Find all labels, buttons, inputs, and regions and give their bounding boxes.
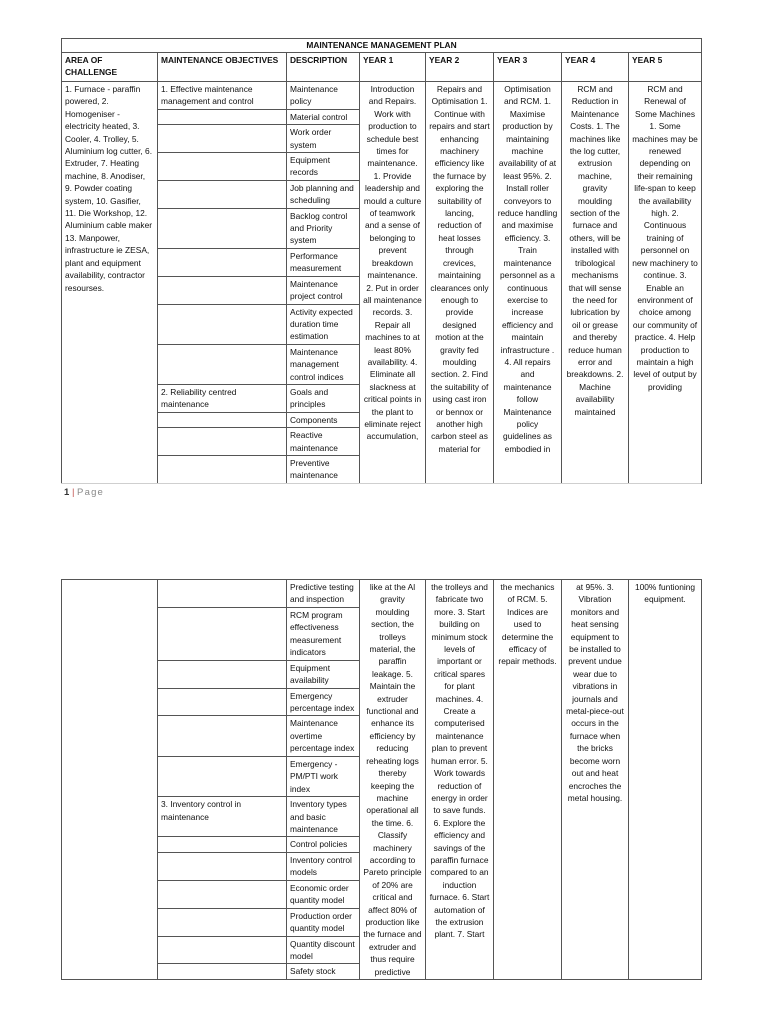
objective-cell bbox=[158, 837, 287, 852]
objective-cell bbox=[158, 880, 287, 908]
header-year-5: YEAR 5 bbox=[629, 53, 702, 82]
objective-cell bbox=[158, 964, 287, 980]
objective-cell bbox=[158, 344, 287, 384]
objective-cell bbox=[158, 180, 287, 208]
year-2-cell: the trolleys and fabricate two more. 3. Start building on minimum stock levels of important or critical spares for plant machines. 4. Create a computerised maintenance plan to prevent human error. 5. Work towards reduction of energy in order to save funds. 6. Explore the efficiency and savings of the paraffin furnace compared to an induction furnace. 6. Start automation of the extrusion plant. 7. Start bbox=[426, 580, 494, 980]
objective-cell bbox=[158, 428, 287, 456]
objective-cell bbox=[158, 109, 287, 124]
header-year-1: YEAR 1 bbox=[360, 53, 426, 82]
area-of-challenge-cell: 1. Furnace - paraffin powered, 2. Homogeniser - electricity heated, 3. Cooler, 4. Trolley, 5. Aluminium log cutter, 6. Extruder, 7. Heating machine, 8. Anodiser, 9. Powder coating system, 10. Gasifier, 11. Die Workshop, 12. Aluminium cable maker 13. Manpower, infrastructure ie ZESA, plant and equipment availability, contractor resourses. bbox=[62, 82, 158, 484]
objective-cell bbox=[158, 304, 287, 344]
objective-cell bbox=[158, 125, 287, 153]
description-cell: Activity expected duration time estimation bbox=[287, 304, 360, 344]
description-cell: Performance measurement bbox=[287, 248, 360, 276]
description-cell: Material control bbox=[287, 109, 360, 124]
maintenance-plan-table-page-1 bbox=[61, 38, 702, 484]
area-of-challenge-cell bbox=[62, 580, 158, 980]
year-4-cell: at 95%. 3. Vibration monitors and heat sensing equipment to be installed to prevent undue wear due to vibrations in journals and metal-piece-out occurs in the furnace when the bricks become worn out and heat encroches the metal housing. bbox=[562, 580, 629, 980]
objective-cell bbox=[158, 412, 287, 427]
objective-cell bbox=[158, 153, 287, 181]
objective-cell bbox=[158, 276, 287, 304]
objective-cell bbox=[158, 688, 287, 716]
objective-cell: 2. Reliability centred maintenance bbox=[158, 384, 287, 412]
page-separator: | bbox=[71, 487, 75, 498]
description-cell: Work order system bbox=[287, 125, 360, 153]
page-divider bbox=[61, 483, 701, 484]
description-cell: Predictive testing and inspection bbox=[287, 580, 360, 608]
objective-cell bbox=[158, 852, 287, 880]
description-cell: Maintenance overtime percentage index bbox=[287, 716, 360, 756]
header-description: DESCRIPTION bbox=[287, 53, 360, 82]
objective-cell bbox=[158, 716, 287, 756]
description-cell: Job planning and scheduling bbox=[287, 180, 360, 208]
year-3-cell: the mechanics of RCM. 5. Indices are used to determine the efficacy of repair methods. bbox=[494, 580, 562, 980]
objective-cell bbox=[158, 455, 287, 483]
description-cell: Maintenance policy bbox=[287, 82, 360, 110]
description-cell: Safety stock bbox=[287, 964, 360, 980]
description-cell: Maintenance management control indices bbox=[287, 344, 360, 384]
description-cell: Emergency percentage index bbox=[287, 688, 360, 716]
header-year-3: YEAR 3 bbox=[494, 53, 562, 82]
objective-cell: 3. Inventory control in maintenance bbox=[158, 797, 287, 837]
objective-cell bbox=[158, 208, 287, 248]
description-cell: Production order quantity model bbox=[287, 908, 360, 936]
year-5-cell: RCM and Renewal of Some Machines 1. Some machines may be renewed depending on their remaining life-span to keep the availability high. 2. Continuous training of personnel on new machinery to continue. 3. Enable an environment of choice among our community of practice. 4. Help production to maintain a high level of output by providing bbox=[629, 82, 702, 484]
description-cell: Control policies bbox=[287, 837, 360, 852]
description-cell: Backlog control and Priority system bbox=[287, 208, 360, 248]
description-cell: Reactive maintenance bbox=[287, 428, 360, 456]
description-cell: Inventory types and basic maintenance bbox=[287, 797, 360, 837]
description-cell: Preventive maintenance bbox=[287, 455, 360, 483]
year-1-cell: like at the Al gravity moulding section, the trolleys material, the paraffin leakage. 5. Maintain the extruder functional and enhance its efficiency by reducing reheating logs thereby keeping the machine operational all the time. 6. Classify machinery according to Pareto principle of 20% are critical and affect 80% of production like the furnace and extruder and thus require predictive bbox=[360, 580, 426, 980]
year-5-cell: 100% funtioning equipment. bbox=[629, 580, 702, 980]
header-area-of-challenge: AREA OF CHALLENGE bbox=[62, 53, 158, 82]
header-year-2: YEAR 2 bbox=[426, 53, 494, 82]
description-cell: Goals and principles bbox=[287, 384, 360, 412]
year-4-cell: RCM and Reduction in Maintenance Costs. 1. The machines like the log cutter, extrusion machine, gravity moulding section of the furnace and others, will be installed with tribological mechanisms that will sense the need for lubrication by oil or grease and thereby reduce human error and breakdowns. 2. Machine availability maintained bbox=[562, 82, 629, 484]
page-footer bbox=[64, 487, 104, 498]
description-cell: Inventory control models bbox=[287, 852, 360, 880]
year-1-cell: Introduction and Repairs. Work with production to schedule best times for maintenance. 1. Provide leadership and mould a culture of teamwork and a sense of belonging to prevent breakdown maintenance. 2. Put in order all maintenance records. 3. Repair all machines to at least 80% availability. 4. Eliminate all slackness at critical points in the plant to eliminate reject accumulation, bbox=[360, 82, 426, 484]
page-label: Page bbox=[77, 487, 105, 498]
objective-cell bbox=[158, 607, 287, 660]
year-3-cell: Optimisation and RCM. 1. Maximise production by maintaining machine availability of at least 95%. 2. Install roller conveyors to reduce handling and maximise efficiency. 3. Train maintenance personnel as a continuous exercise to increase efficiency and maintain infrastructure . 4. All repairs and maintenance follow Maintenance policy guidelines as embodied in bbox=[494, 82, 562, 484]
description-cell: Economic order quantity model bbox=[287, 880, 360, 908]
description-cell: Quantity discount model bbox=[287, 936, 360, 964]
plan-title: MAINTENANCE MANAGEMENT PLAN bbox=[62, 39, 702, 53]
objective-cell bbox=[158, 908, 287, 936]
description-cell: Maintenance project control bbox=[287, 276, 360, 304]
objective-cell bbox=[158, 580, 287, 608]
page-number: 1 bbox=[64, 487, 70, 498]
objective-cell: 1. Effective maintenance management and control bbox=[158, 82, 287, 110]
description-cell: Components bbox=[287, 412, 360, 427]
description-cell: Emergency - PM/PTI work index bbox=[287, 756, 360, 796]
header-maintenance-objectives: MAINTENANCE OBJECTIVES bbox=[158, 53, 287, 82]
description-cell: Equipment records bbox=[287, 153, 360, 181]
objective-cell bbox=[158, 936, 287, 964]
year-2-cell: Repairs and Optimisation 1. Continue with repairs and start enhancing machinery efficiency like the furnace by exploring the suitability of lancing, reduction of heat losses through crevices, maintaining clearances only enough to provide designed motion at the gravity fed moulding section. 2. Find the suitability of using cast iron or bennox or another high carbon steel as material for bbox=[426, 82, 494, 484]
objective-cell bbox=[158, 248, 287, 276]
objective-cell bbox=[158, 756, 287, 796]
description-cell: RCM program effectiveness measurement indicators bbox=[287, 607, 360, 660]
maintenance-plan-table-page-2 bbox=[61, 579, 702, 980]
objective-cell bbox=[158, 660, 287, 688]
description-cell: Equipment availability bbox=[287, 660, 360, 688]
header-year-4: YEAR 4 bbox=[562, 53, 629, 82]
